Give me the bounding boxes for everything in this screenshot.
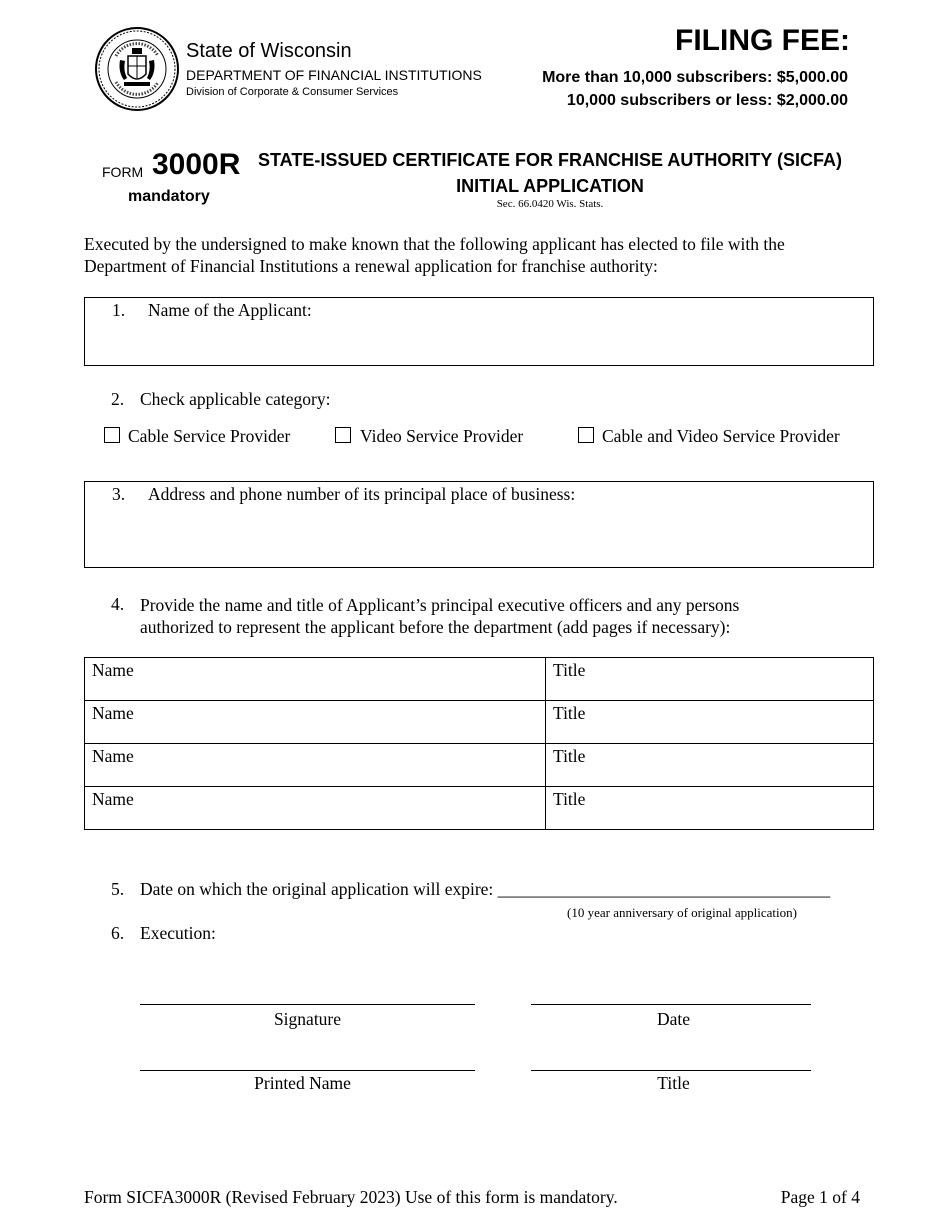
applicant-name-label: Name of the Applicant: (148, 300, 312, 320)
officer-title-cell[interactable]: Title (546, 701, 874, 744)
officer-name-cell[interactable]: Name (85, 787, 546, 830)
officer-title-cell[interactable]: Title (546, 658, 874, 701)
officer-name-cell[interactable]: Name (85, 701, 546, 744)
cable-provider-label: Cable Service Provider (128, 426, 291, 446)
cable-video-provider-checkbox[interactable] (578, 427, 594, 443)
filing-fee-large: More than 10,000 subscribers: $5,000.00 (542, 69, 848, 86)
title-label: Title (657, 1073, 690, 1093)
form-label: FORM (102, 164, 144, 180)
department-name: DEPARTMENT OF FINANCIAL INSTITUTIONS (186, 67, 482, 83)
page-number: Page 1 of 4 (780, 1187, 860, 1207)
video-provider-label: Video Service Provider (360, 426, 524, 446)
officer-name-cell[interactable]: Name (85, 658, 546, 701)
title-line[interactable] (531, 1070, 811, 1071)
division-name: Division of Corporate & Consumer Services (186, 86, 399, 98)
signature-label: Signature (273, 1009, 342, 1029)
form-number: 3000R (152, 148, 241, 181)
officers-table (84, 657, 874, 830)
footer-form-info: Form SICFA3000R (Revised February 2023) Use of this form is mandatory. (84, 1187, 618, 1207)
expiration-date-note: (10 year anniversary of original application) (567, 905, 797, 920)
intro-paragraph: Executed by the undersigned to make known that the following applicant has elected to file with the Department of Financial Institutions a renewal application for franchise authority: (84, 234, 785, 276)
cable-video-provider-label: Cable and Video Service Provider (602, 426, 840, 446)
officers-instructions-line1: Provide the name and title of Applicant’s principal executive officers and any persons (140, 595, 740, 615)
officer-name-cell[interactable]: Name (85, 744, 546, 787)
mandatory-label: mandatory (128, 188, 210, 205)
item-number: 2. (111, 389, 125, 409)
form-title (240, 147, 860, 199)
table-row (85, 744, 874, 787)
item-number: 3. (112, 484, 126, 504)
expiration-date-field[interactable]: Date on which the original application will expire: ______________________________________ (140, 879, 831, 899)
form-title-line2: INITIAL APPLICATION (456, 176, 644, 196)
form-title-line1: STATE-ISSUED CERTIFICATE FOR FRANCHISE AUTHORITY (SICFA) (258, 150, 842, 170)
table-row (85, 787, 874, 830)
video-provider-checkbox[interactable] (335, 427, 351, 443)
table-row (85, 701, 874, 744)
officers-instructions-line2: authorized to represent the applicant before the department (add pages if necessary): (140, 617, 731, 637)
wisconsin-state-seal-icon (94, 26, 180, 112)
filing-fee-small: 10,000 subscribers or less: $2,000.00 (566, 92, 848, 109)
address-phone-label: Address and phone number of its principal place of business: (148, 484, 576, 504)
officers-instructions (140, 594, 739, 638)
item-number: 1. (112, 300, 126, 320)
table-row (85, 658, 874, 701)
item-number: 4. (111, 594, 125, 614)
printed-name-line[interactable] (140, 1070, 475, 1071)
statute-reference: Sec. 66.0420 Wis. Stats. (496, 198, 604, 210)
item-number: 5. (111, 879, 125, 899)
category-label: Check applicable category: (140, 389, 331, 409)
signature-line[interactable] (140, 1004, 475, 1005)
execution-label: Execution: (140, 923, 216, 943)
date-label: Date (656, 1009, 691, 1029)
item-number: 6. (111, 923, 125, 943)
state-name: State of Wisconsin (186, 40, 352, 62)
applicant-name-field[interactable] (84, 297, 874, 366)
officer-title-cell[interactable]: Title (546, 744, 874, 787)
cable-provider-checkbox[interactable] (104, 427, 120, 443)
date-line[interactable] (531, 1004, 811, 1005)
printed-name-label: Printed Name (254, 1073, 351, 1093)
address-phone-field[interactable] (84, 481, 874, 568)
officer-title-cell[interactable]: Title (546, 787, 874, 830)
filing-fee-title: FILING FEE: (675, 24, 850, 57)
